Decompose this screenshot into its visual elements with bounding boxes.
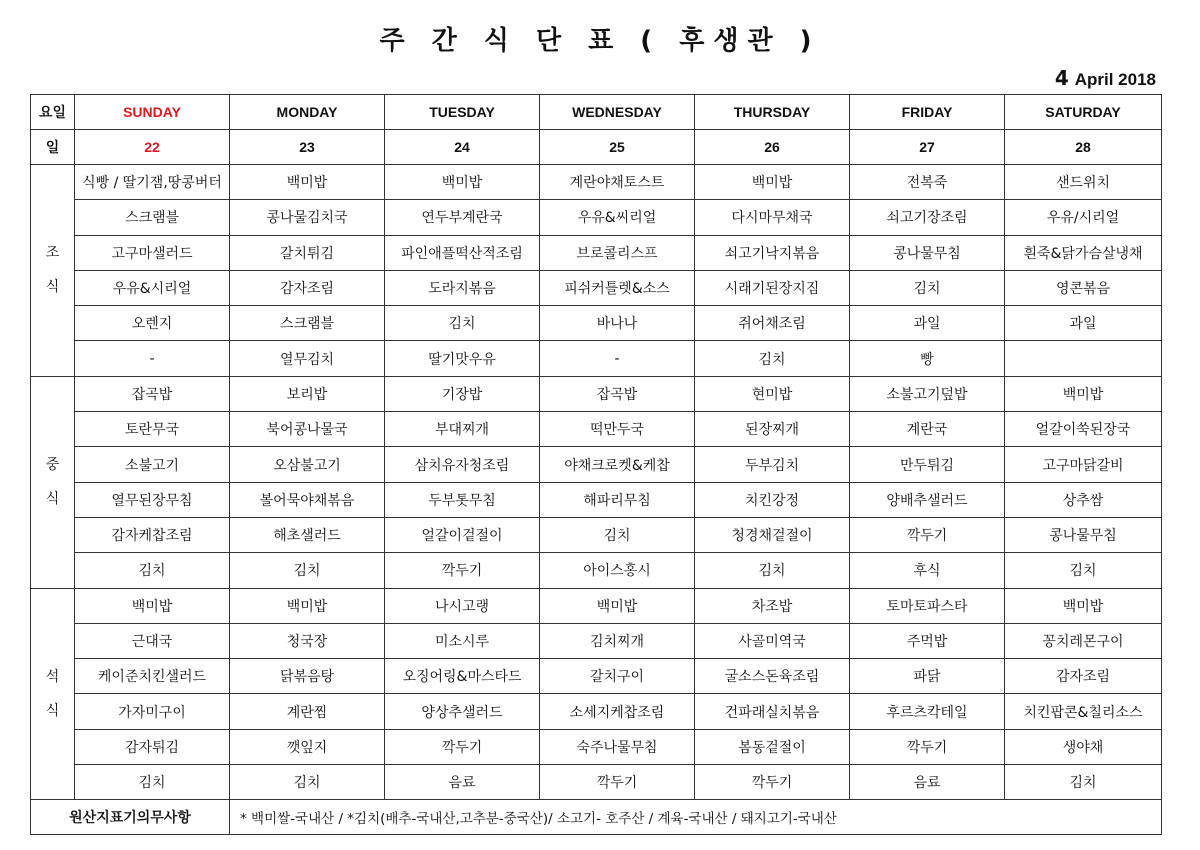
menu-item: 소불고기 bbox=[75, 447, 230, 482]
date-month-year: April 2018 bbox=[1074, 70, 1156, 89]
date-monday: 23 bbox=[230, 130, 385, 165]
dinner-label bbox=[31, 588, 75, 800]
date-label: 일 bbox=[31, 130, 75, 165]
menu-item: 오삼불고기 bbox=[230, 447, 385, 482]
menu-item: 백미밥 bbox=[230, 588, 385, 623]
menu-item: 청경채겉절이 bbox=[695, 517, 850, 552]
menu-item: 북어콩나물국 bbox=[230, 412, 385, 447]
menu-item: 후식 bbox=[850, 553, 1005, 588]
menu-item: 바나나 bbox=[540, 306, 695, 341]
menu-item: 흰죽&닭가슴살냉채 bbox=[1005, 235, 1162, 270]
menu-item: 상추쌈 bbox=[1005, 482, 1162, 517]
menu-item: 소세지케찹조림 bbox=[540, 694, 695, 729]
menu-body bbox=[31, 165, 1162, 800]
menu-item: - bbox=[75, 341, 230, 376]
meal-label-char: 식 bbox=[45, 279, 60, 296]
menu-item: 김치 bbox=[540, 517, 695, 552]
menu-item: 얼갈이겉절이 bbox=[385, 517, 540, 552]
menu-item: 백미밥 bbox=[230, 165, 385, 200]
menu-item: 깍두기 bbox=[695, 765, 850, 800]
menu-item: 식빵 / 딸기잼,땅콩버터 bbox=[75, 165, 230, 200]
menu-item: 쇠고기낙지볶음 bbox=[695, 235, 850, 270]
weekly-menu-table bbox=[30, 94, 1162, 835]
menu-item: 아이스홍시 bbox=[540, 553, 695, 588]
menu-item: 김치 bbox=[75, 765, 230, 800]
menu-item: 다시마무채국 bbox=[695, 200, 850, 235]
menu-item: 오렌지 bbox=[75, 306, 230, 341]
menu-item: 연두부계란국 bbox=[385, 200, 540, 235]
menu-item: 해초샐러드 bbox=[230, 517, 385, 552]
menu-item: 음료 bbox=[850, 765, 1005, 800]
menu-item: 김치 bbox=[1005, 765, 1162, 800]
menu-item: 건파래실치볶음 bbox=[695, 694, 850, 729]
day-name-sunday: SUNDAY bbox=[75, 95, 230, 130]
menu-item: 과일 bbox=[1005, 306, 1162, 341]
menu-item: 야채크로켓&케찹 bbox=[540, 447, 695, 482]
weekday-label: 요일 bbox=[31, 95, 75, 130]
menu-item: 꽁치레몬구이 bbox=[1005, 623, 1162, 658]
lunch-row bbox=[31, 376, 1162, 411]
menu-item: 양상추샐러드 bbox=[385, 694, 540, 729]
lunch-row bbox=[31, 447, 1162, 482]
menu-item: 감자튀김 bbox=[75, 729, 230, 764]
menu-item: 우유&시리얼 bbox=[75, 270, 230, 305]
menu-item: 깻잎지 bbox=[230, 729, 385, 764]
meal-label-char: 조 bbox=[45, 245, 60, 262]
menu-item: 계란야채토스트 bbox=[540, 165, 695, 200]
menu-item: 기장밥 bbox=[385, 376, 540, 411]
dinner-row bbox=[31, 623, 1162, 658]
menu-item: 영콘볶음 bbox=[1005, 270, 1162, 305]
menu-item: 잡곡밥 bbox=[540, 376, 695, 411]
day-name-saturday: SATURDAY bbox=[1005, 95, 1162, 130]
menu-item: 토마토파스타 bbox=[850, 588, 1005, 623]
menu-item: 차조밥 bbox=[695, 588, 850, 623]
menu-item: 김치 bbox=[230, 553, 385, 588]
menu-item: 미소시루 bbox=[385, 623, 540, 658]
menu-item: 치킨강정 bbox=[695, 482, 850, 517]
menu-item: 쇠고기장조림 bbox=[850, 200, 1005, 235]
date-tuesday: 24 bbox=[385, 130, 540, 165]
menu-item: 딸기맛우유 bbox=[385, 341, 540, 376]
menu-item: 고구마닭갈비 bbox=[1005, 447, 1162, 482]
dinner-row bbox=[31, 588, 1162, 623]
date-friday: 27 bbox=[850, 130, 1005, 165]
menu-item: 잡곡밥 bbox=[75, 376, 230, 411]
menu-item: 현미밥 bbox=[695, 376, 850, 411]
origin-label: 원산지표기의무사항 bbox=[31, 800, 230, 835]
menu-item: 감자케찹조림 bbox=[75, 517, 230, 552]
lunch-row bbox=[31, 412, 1162, 447]
menu-item: 감자조림 bbox=[1005, 659, 1162, 694]
meal-label-char: 중 bbox=[45, 457, 60, 474]
menu-item: 스크램블 bbox=[230, 306, 385, 341]
date-thursday: 26 bbox=[695, 130, 850, 165]
dinner-row bbox=[31, 694, 1162, 729]
menu-item: 콩나물무침 bbox=[1005, 517, 1162, 552]
menu-item: 시래기된장지짐 bbox=[695, 270, 850, 305]
menu-item: 오징어링&마스타드 bbox=[385, 659, 540, 694]
meal-label-char: 식 bbox=[45, 702, 60, 719]
menu-item: 양배추샐러드 bbox=[850, 482, 1005, 517]
menu-item: 주먹밥 bbox=[850, 623, 1005, 658]
menu-item: 백미밥 bbox=[1005, 376, 1162, 411]
menu-item: 보리밥 bbox=[230, 376, 385, 411]
menu-item: 근대국 bbox=[75, 623, 230, 658]
date-saturday: 28 bbox=[1005, 130, 1162, 165]
menu-item: 볼어묵야채볶음 bbox=[230, 482, 385, 517]
menu-item: 김치 bbox=[850, 270, 1005, 305]
dinner-row bbox=[31, 765, 1162, 800]
menu-item: 사골미역국 bbox=[695, 623, 850, 658]
menu-item: 우유/시리얼 bbox=[1005, 200, 1162, 235]
menu-item: 토란무국 bbox=[75, 412, 230, 447]
date-header-row bbox=[31, 130, 1162, 165]
menu-item: 된장찌개 bbox=[695, 412, 850, 447]
menu-item: 깍두기 bbox=[385, 553, 540, 588]
origin-note: * 백미쌀-국내산 / *김치(배추-국내산,고추분-중국산)/ 소고기- 호주산 / 계육-국내산 / 돼지고기-국내산 bbox=[230, 800, 1162, 835]
dinner-row bbox=[31, 729, 1162, 764]
origin-row bbox=[31, 800, 1162, 835]
menu-item: 샌드위치 bbox=[1005, 165, 1162, 200]
breakfast-label bbox=[31, 165, 75, 377]
menu-item: 굴소스돈육조림 bbox=[695, 659, 850, 694]
menu-item: 생야채 bbox=[1005, 729, 1162, 764]
menu-item: 김치 bbox=[230, 765, 385, 800]
menu-item: 우유&씨리얼 bbox=[540, 200, 695, 235]
meal-label-char: 식 bbox=[45, 491, 60, 508]
page-title: 주 간 식 단 표 ( 후생관 ) bbox=[379, 26, 821, 56]
menu-item: 열무된장무침 bbox=[75, 482, 230, 517]
day-name-wednesday: WEDNESDAY bbox=[540, 95, 695, 130]
menu-item: 백미밥 bbox=[1005, 588, 1162, 623]
menu-item: 봄동겉절이 bbox=[695, 729, 850, 764]
menu-item: 나시고랭 bbox=[385, 588, 540, 623]
menu-item: 콩나물김치국 bbox=[230, 200, 385, 235]
menu-item: 브로콜리스프 bbox=[540, 235, 695, 270]
menu-item: 후르츠칵테일 bbox=[850, 694, 1005, 729]
menu-item: 계란찜 bbox=[230, 694, 385, 729]
dinner-row bbox=[31, 659, 1162, 694]
menu-item: 감자조림 bbox=[230, 270, 385, 305]
menu-item: 파인애플떡산적조림 bbox=[385, 235, 540, 270]
menu-item: 만두튀김 bbox=[850, 447, 1005, 482]
menu-item: 소불고기덮밥 bbox=[850, 376, 1005, 411]
menu-item: 깍두기 bbox=[850, 729, 1005, 764]
date-display bbox=[1055, 66, 1156, 90]
menu-item: 숙주나물무침 bbox=[540, 729, 695, 764]
weekday-header-row bbox=[31, 95, 1162, 130]
breakfast-row bbox=[31, 270, 1162, 305]
lunch-label bbox=[31, 376, 75, 588]
lunch-row bbox=[31, 482, 1162, 517]
menu-item: 스크램블 bbox=[75, 200, 230, 235]
breakfast-row bbox=[31, 165, 1162, 200]
menu-item: 갈치구이 bbox=[540, 659, 695, 694]
menu-item: - bbox=[540, 341, 695, 376]
menu-item: 김치 bbox=[385, 306, 540, 341]
menu-item: 빵 bbox=[850, 341, 1005, 376]
menu-item: 김치 bbox=[695, 341, 850, 376]
lunch-row bbox=[31, 553, 1162, 588]
menu-item: 전복죽 bbox=[850, 165, 1005, 200]
menu-item: 가자미구이 bbox=[75, 694, 230, 729]
day-name-tuesday: TUESDAY bbox=[385, 95, 540, 130]
menu-item: 고구마샐러드 bbox=[75, 235, 230, 270]
date-day: 4 bbox=[1054, 66, 1069, 90]
menu-item: 삼치유자청조림 bbox=[385, 447, 540, 482]
menu-item: 백미밥 bbox=[695, 165, 850, 200]
menu-item: 깍두기 bbox=[540, 765, 695, 800]
menu-item: 백미밥 bbox=[75, 588, 230, 623]
breakfast-row bbox=[31, 341, 1162, 376]
menu-item: 백미밥 bbox=[385, 165, 540, 200]
menu-item: 쥐어채조림 bbox=[695, 306, 850, 341]
date-wednesday: 25 bbox=[540, 130, 695, 165]
menu-item: 케이준치킨샐러드 bbox=[75, 659, 230, 694]
menu-item: 깍두기 bbox=[850, 517, 1005, 552]
menu-item: 과일 bbox=[850, 306, 1005, 341]
day-name-thursday: THURSDAY bbox=[695, 95, 850, 130]
day-name-friday: FRIDAY bbox=[850, 95, 1005, 130]
menu-item: 김치찌개 bbox=[540, 623, 695, 658]
menu-item: 피쉬커틀렛&소스 bbox=[540, 270, 695, 305]
menu-item: 부대찌개 bbox=[385, 412, 540, 447]
menu-item: 김치 bbox=[695, 553, 850, 588]
menu-item: 갈치튀김 bbox=[230, 235, 385, 270]
menu-item: 치킨팝콘&칠리소스 bbox=[1005, 694, 1162, 729]
menu-item: 청국장 bbox=[230, 623, 385, 658]
breakfast-row bbox=[31, 200, 1162, 235]
breakfast-row bbox=[31, 235, 1162, 270]
meal-label-char: 석 bbox=[45, 668, 60, 685]
menu-item: 파닭 bbox=[850, 659, 1005, 694]
menu-item: 깍두기 bbox=[385, 729, 540, 764]
menu-item: 두부김치 bbox=[695, 447, 850, 482]
menu-item: 백미밥 bbox=[540, 588, 695, 623]
menu-item: 계란국 bbox=[850, 412, 1005, 447]
menu-item: 떡만두국 bbox=[540, 412, 695, 447]
lunch-row bbox=[31, 517, 1162, 552]
menu-item: 열무김치 bbox=[230, 341, 385, 376]
menu-item: 도라지볶음 bbox=[385, 270, 540, 305]
menu-item: 해파리무침 bbox=[540, 482, 695, 517]
menu-item: 김치 bbox=[75, 553, 230, 588]
menu-item: 두부톳무침 bbox=[385, 482, 540, 517]
menu-item: 닭볶음탕 bbox=[230, 659, 385, 694]
day-name-monday: MONDAY bbox=[230, 95, 385, 130]
date-sunday: 22 bbox=[75, 130, 230, 165]
menu-item: 콩나물무침 bbox=[850, 235, 1005, 270]
breakfast-row bbox=[31, 306, 1162, 341]
menu-item: 음료 bbox=[385, 765, 540, 800]
menu-item: 얼갈이쑥된장국 bbox=[1005, 412, 1162, 447]
menu-item bbox=[1005, 341, 1162, 376]
menu-item: 김치 bbox=[1005, 553, 1162, 588]
